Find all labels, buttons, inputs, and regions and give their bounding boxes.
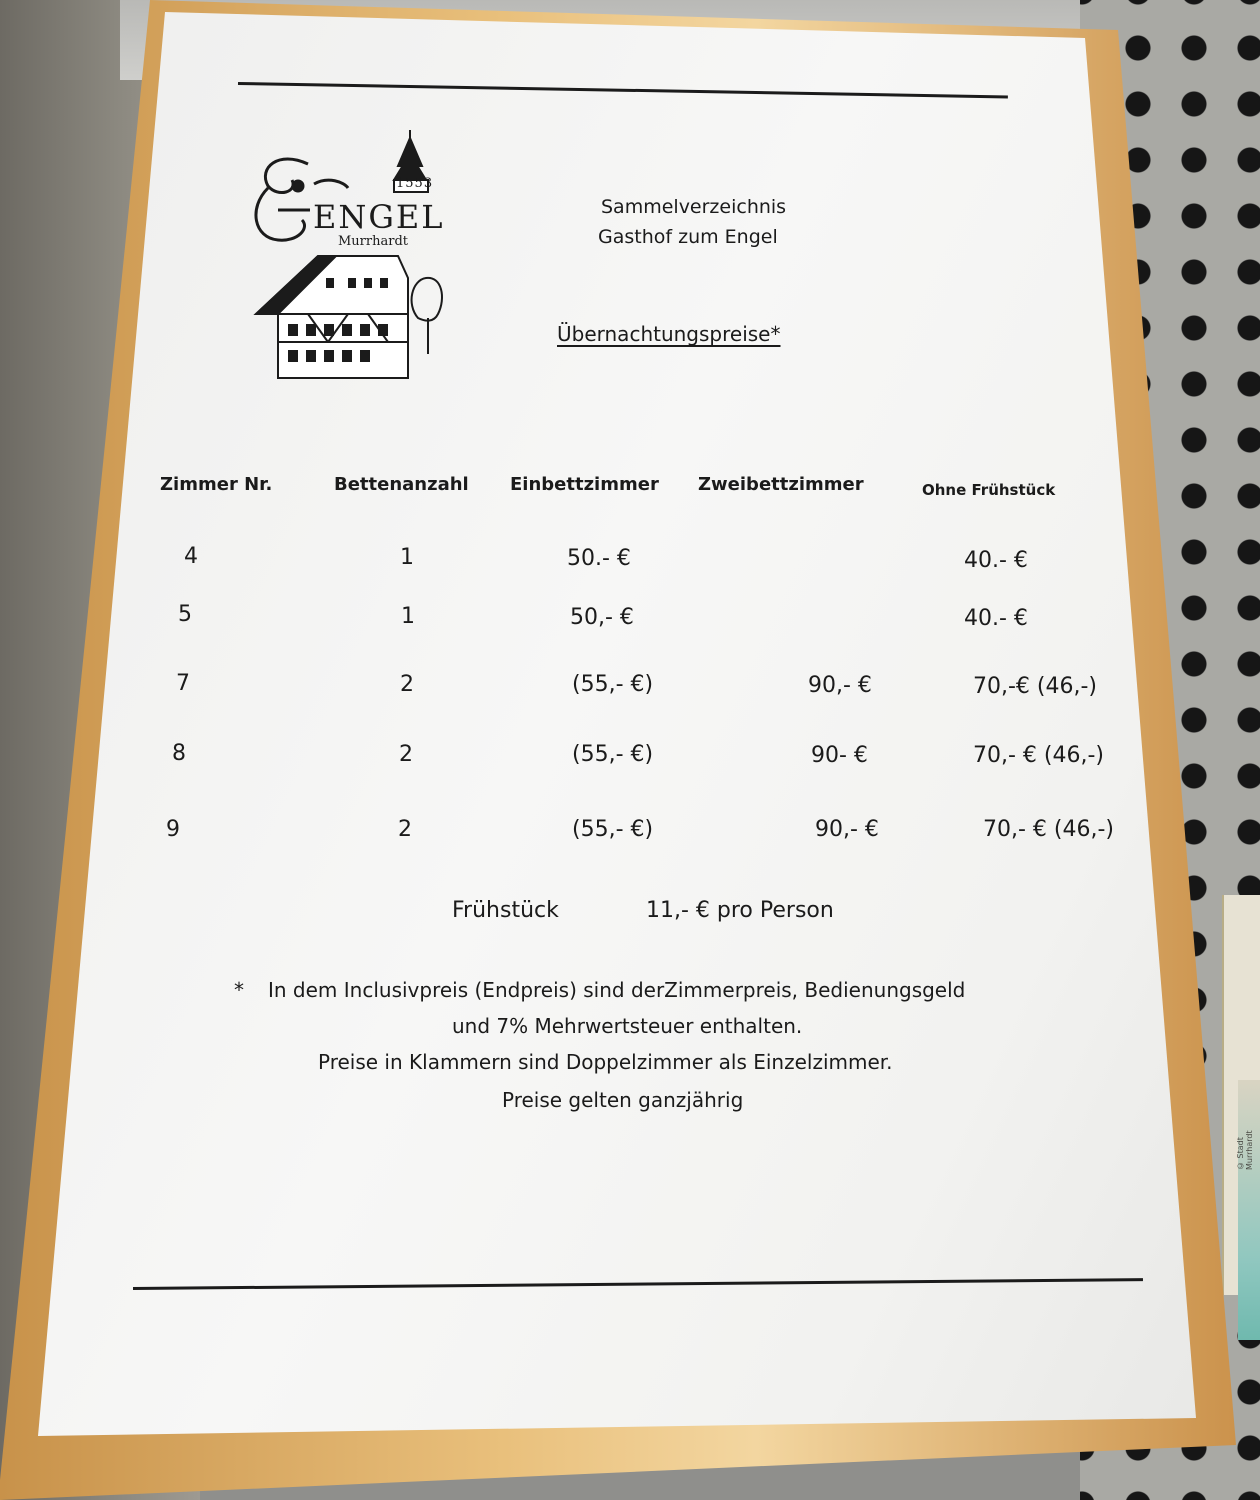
table-cell-einbett: (55,- €) xyxy=(572,742,654,767)
table-cell-betten: 1 xyxy=(400,545,414,570)
logo-place: Murrhardt xyxy=(338,234,408,249)
engel-logo xyxy=(248,128,448,384)
table-cell-ohne: 40.- € xyxy=(964,606,1028,631)
side-card-credit: © Stadt Murrhardt xyxy=(1236,1130,1254,1170)
page-title-line1: Sammelverzeichnis xyxy=(601,196,787,218)
table-cell-einbett: 50.- € xyxy=(567,546,631,571)
logo-name: ENGEL xyxy=(313,198,445,236)
table-cell-betten: 2 xyxy=(400,672,414,697)
page-subtitle: Übernachtungspreise* xyxy=(557,322,781,346)
table-cell-zimmer: 4 xyxy=(184,544,198,569)
page-title-line2: Gasthof zum Engel xyxy=(598,226,778,248)
table-cell-zimmer: 7 xyxy=(176,671,190,696)
note-line-1: In dem Inclusivpreis (Endpreis) sind derZimmerpreis, Bedienungsgeld xyxy=(268,978,966,1002)
table-cell-zimmer: 8 xyxy=(172,741,186,766)
logo-year: 1553 xyxy=(396,176,434,191)
tree-icon xyxy=(412,278,442,354)
table-cell-ohne: 70,-€ (46,-) xyxy=(973,674,1098,699)
table-cell-einbett: 50,- € xyxy=(570,605,634,630)
house-icon xyxy=(256,256,408,378)
table-cell-betten: 1 xyxy=(401,604,415,629)
table-cell-zimmer: 9 xyxy=(166,817,180,842)
note-line-3: Preise in Klammern sind Doppelzimmer als Einzelzimmer. xyxy=(318,1050,893,1074)
note-line-2: und 7% Mehrwertsteuer enthalten. xyxy=(452,1014,803,1038)
table-cell-einbett: (55,- €) xyxy=(572,817,654,842)
column-header-einbett: Einbettzimmer xyxy=(510,474,659,495)
column-header-zimmer: Zimmer Nr. xyxy=(160,474,273,495)
table-cell-ohne: 70,- € (46,-) xyxy=(983,817,1115,842)
table-cell-zweibett: 90,- € xyxy=(808,673,872,698)
table-cell-zweibett: 90- € xyxy=(811,743,868,768)
column-header-zweibett: Zweibettzimmer xyxy=(698,474,864,495)
note-line-4: Preise gelten ganzjährig xyxy=(502,1088,744,1112)
table-cell-zimmer: 5 xyxy=(178,602,192,627)
table-cell-einbett: (55,- €) xyxy=(572,672,654,697)
table-cell-ohne: 40.- € xyxy=(964,548,1028,573)
table-cell-betten: 2 xyxy=(398,817,412,842)
table-cell-betten: 2 xyxy=(399,742,413,767)
breakfast-label: Frühstück xyxy=(452,898,559,923)
table-cell-zweibett: 90,- € xyxy=(815,817,879,842)
column-header-ohne: Ohne Frühstück xyxy=(922,481,1056,499)
column-header-betten: Bettenanzahl xyxy=(334,474,469,495)
breakfast-price: 11,- € pro Person xyxy=(646,898,834,923)
table-cell-ohne: 70,- € (46,-) xyxy=(973,743,1105,768)
note-asterisk: * xyxy=(234,978,244,1002)
